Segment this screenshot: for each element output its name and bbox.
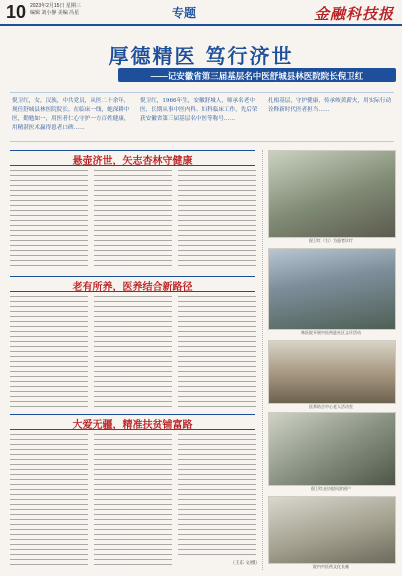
paper-logo: 金融科技报	[313, 5, 394, 23]
s1-text-col1	[10, 170, 88, 270]
caption5: 院内中医药文化长廊	[313, 564, 349, 569]
caption3: 医养结合中心老人活动室	[309, 404, 353, 409]
section-title: 专题	[172, 6, 197, 20]
reporter-credit: （王东 文/摄）	[230, 560, 260, 565]
caption4: 倪卫红走访慰问贫困户	[311, 486, 351, 491]
intro-col3: 扎根基层，守护健康，传承岐黄薪火，用实际行动诠释新时代医者担当……	[268, 98, 392, 113]
section2-title: 老有所养，医养结合新路径	[72, 282, 193, 293]
s2-text-col3	[178, 296, 256, 408]
s1-text-col2	[94, 170, 172, 270]
intro-box	[10, 92, 394, 142]
s2-text-col2	[94, 296, 172, 408]
subheadline-bar	[118, 68, 396, 82]
section3-title: 大爱无疆，精准扶贫铺富路	[72, 420, 193, 431]
photo-elder-care	[268, 340, 396, 404]
photo-consultation	[268, 150, 396, 238]
date-info	[30, 3, 81, 17]
s3-text-col2	[94, 434, 172, 566]
caption1: 倪卫红（右）为患者诊疗	[309, 238, 353, 243]
s3-text-col1	[10, 434, 88, 566]
page-number: 10	[6, 2, 27, 22]
editor-line: 编辑 刘小静 美编 冯星	[30, 10, 80, 16]
s2-text-col1	[10, 296, 88, 408]
s3-text-col3	[178, 434, 256, 558]
photo-clinic-event	[268, 248, 396, 330]
section3-header	[10, 414, 255, 430]
caption2: 林医院开展中医药进社区义诊活动	[301, 330, 361, 335]
section1-header	[10, 150, 255, 166]
section1-title: 悬壶济世，矢志杏林守健康	[72, 156, 193, 167]
photo-poverty-visit	[268, 412, 396, 486]
section2-header	[10, 276, 255, 292]
date-line: 2023年2月15日 星期三	[30, 3, 81, 9]
subheadline: ——记安徽省第三届基层名中医舒城县林医院院长倪卫红	[150, 71, 364, 81]
intro-col2: 倪卫红，1966年生，安徽舒城人，师承名老中医，长期从事中医内科、妇科临床工作，先后荣获安徽省第三届基层名中医等称号……	[140, 98, 258, 122]
photo-culture-corridor	[268, 496, 396, 564]
intro-col1: 倪卫红，女，汉族，中共党员，从医二十余年，现任舒城县林医院院长。在临床一线，她深耕中医，勤勉如一，用医者仁心守护一方百姓健康，用精湛医术赢得患者口碑……	[12, 98, 130, 131]
column-rule	[262, 150, 263, 570]
headline: 厚德精医 笃行济世	[108, 44, 294, 68]
s1-text-col3	[178, 170, 256, 270]
page-header	[0, 0, 402, 26]
